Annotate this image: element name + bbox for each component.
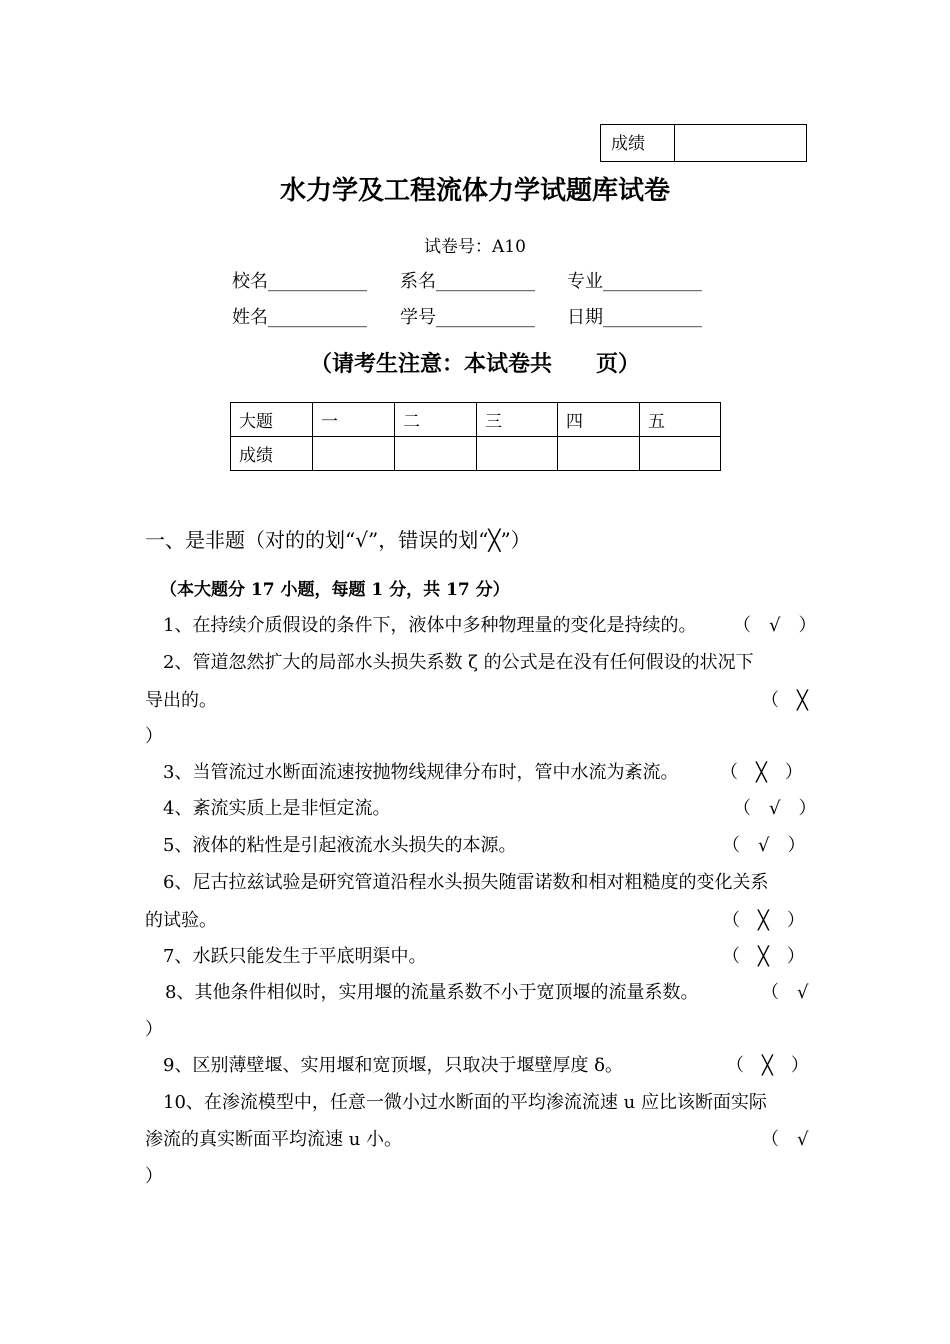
question-10-answer: （ √ [761, 1129, 809, 1150]
school-field[interactable]: 校名___________ [232, 271, 367, 292]
paper-number: 试卷号：A10 [424, 237, 526, 257]
page-title: 水力学及工程流体力学试题库试卷 [279, 176, 670, 206]
question-9-answer: （ ╳ ） [726, 1055, 809, 1076]
department-field[interactable]: 系名___________ [400, 271, 535, 292]
question-7-text: 7、水跃只能发生于平底明渠中。 [163, 946, 427, 967]
grade-table-header-cell: 四 [558, 403, 640, 437]
student-id-field[interactable]: 学号___________ [400, 307, 535, 328]
grade-table-row-label: 成绩 [231, 437, 313, 471]
question-2-answer-close: ） [145, 726, 163, 747]
grade-table-header-cell: 一 [313, 403, 395, 437]
grade-table-header-cell: 五 [640, 403, 721, 437]
section-title: 一、是非题（对的的划“√”，错误的划“╳”） [145, 528, 531, 552]
question-9-text: 9、区别薄壁堰、实用堰和宽顶堰，只取决于堰壁厚度 δ。 [163, 1055, 624, 1076]
question-1-text: 1、在持续介质假设的条件下，液体中多种物理量的变化是持续的。 [163, 615, 697, 636]
grade-table-score-cell[interactable] [640, 437, 721, 471]
grade-table-header-row [231, 403, 721, 437]
question-3-answer: （ ╳ ） [720, 762, 803, 783]
question-5-answer: （ √ ） [722, 835, 806, 856]
section-subtitle: （本大题分 17 小题，每题 1 分，共 17 分） [160, 580, 510, 600]
major-field[interactable]: 专业___________ [567, 271, 702, 292]
question-8-text: 8、其他条件相似时，实用堰的流量系数不小于宽顶堰的流量系数。 [165, 982, 699, 1003]
question-6-line-2: 的试验。 [145, 910, 217, 931]
question-2-answer: （ ╳ [761, 690, 808, 711]
question-4-text: 4、紊流实质上是非恒定流。 [163, 798, 391, 819]
score-box [600, 124, 807, 162]
question-6-line-1: 6、尼古拉兹试验是研究管道沿程水头损失随雷诺数和相对粗糙度的变化关系 [163, 872, 769, 893]
grade-table-score-cell[interactable] [395, 437, 477, 471]
question-10-line-1: 10、在渗流模型中，任意一微小过水断面的平均渗流流速 u 应比该断面实际 [163, 1092, 767, 1113]
grade-table-score-row [231, 437, 721, 471]
score-box-label: 成绩 [601, 125, 675, 161]
grade-table [230, 402, 721, 471]
question-8-answer-close: ） [145, 1019, 163, 1040]
question-1-answer: （ √ ） [733, 615, 817, 636]
question-2-line-1: 2、管道忽然扩大的局部水头损失系数 ζ 的公式是在没有任何假设的状况下 [163, 652, 754, 673]
question-5-text: 5、液体的粘性是引起液流水头损失的本源。 [163, 835, 517, 856]
grade-table-header-cell: 三 [477, 403, 558, 437]
grade-table-score-cell[interactable] [477, 437, 558, 471]
date-field[interactable]: 日期___________ [567, 307, 702, 328]
grade-table-header-cell: 大题 [231, 403, 313, 437]
question-6-answer: （ ╳ ） [722, 910, 805, 931]
score-box-value[interactable] [675, 125, 806, 161]
question-8-answer: （ √ [761, 982, 809, 1003]
question-4-answer: （ √ ） [733, 798, 817, 819]
grade-table-score-cell[interactable] [313, 437, 395, 471]
question-10-line-2: 渗流的真实断面平均流速 u 小。 [145, 1129, 403, 1150]
question-7-answer: （ ╳ ） [722, 946, 805, 967]
exam-notice: （请考生注意：本试卷共 页） [309, 351, 640, 377]
name-field[interactable]: 姓名___________ [232, 307, 367, 328]
question-2-line-2: 导出的。 [145, 690, 217, 711]
question-3-text: 3、当管流过水断面流速按抛物线规律分布时，管中水流为紊流。 [163, 762, 679, 783]
question-10-answer-close: ） [145, 1166, 163, 1187]
grade-table-score-cell[interactable] [558, 437, 640, 471]
grade-table-header-cell: 二 [395, 403, 477, 437]
